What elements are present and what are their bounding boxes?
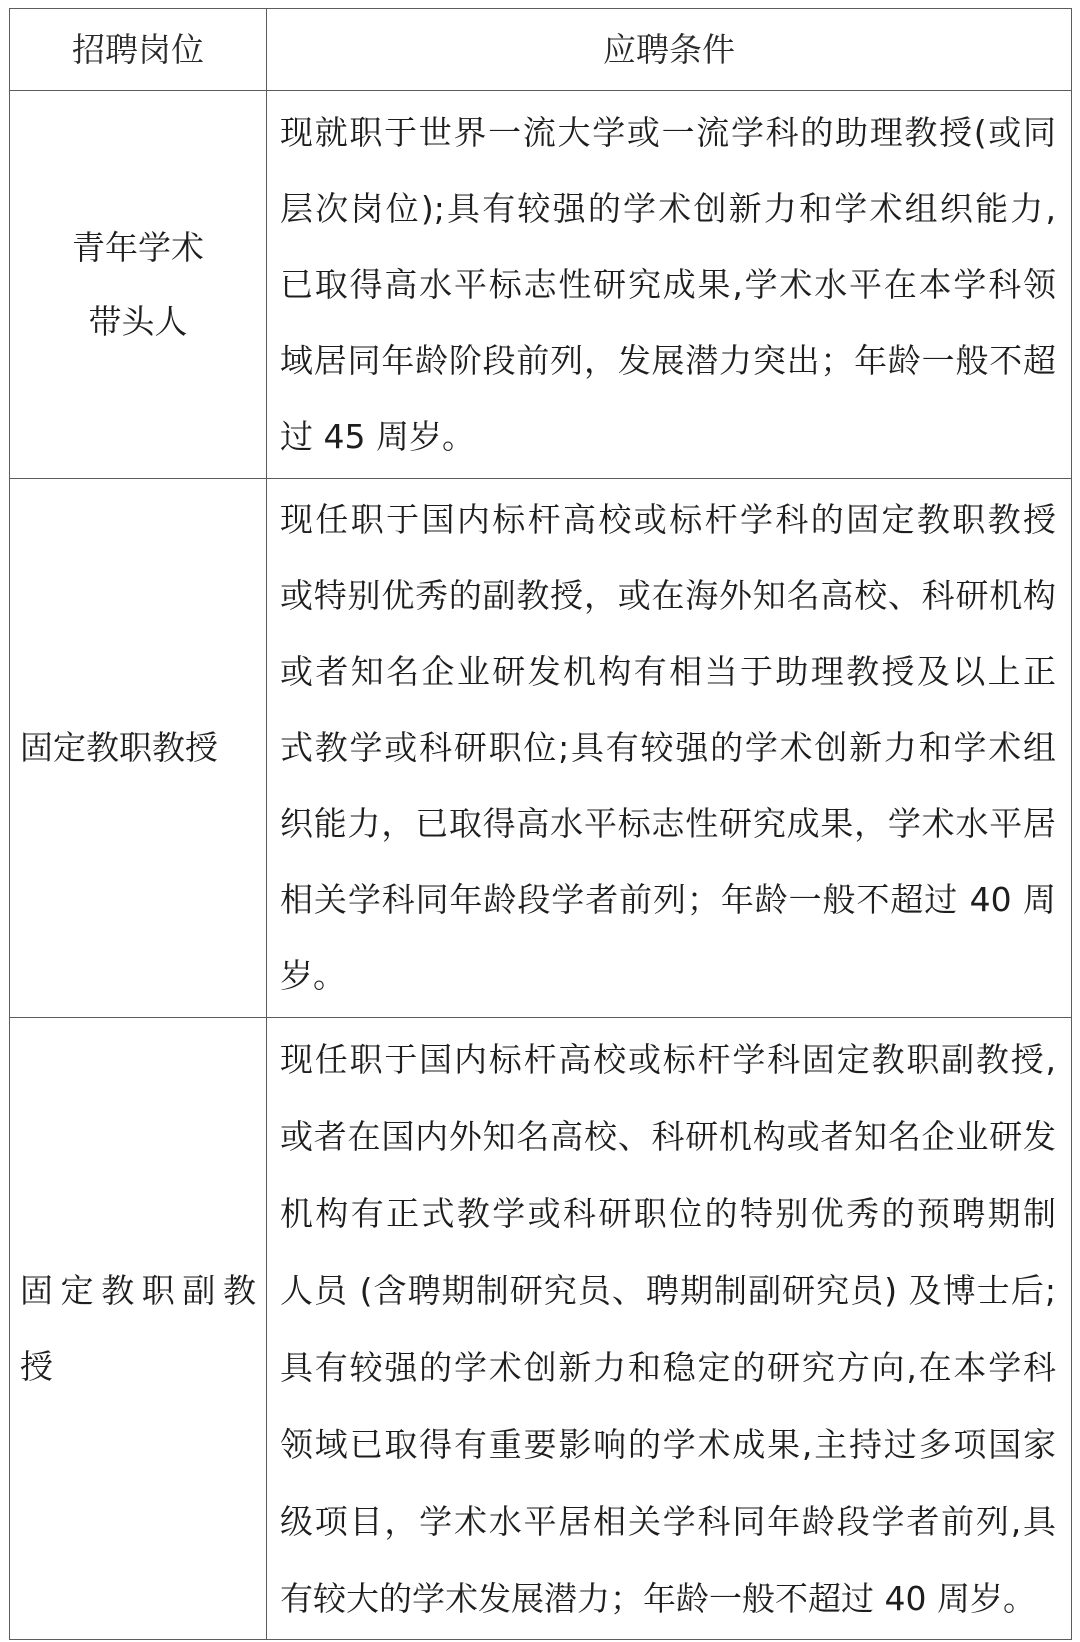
position-cell: [10, 91, 267, 479]
condition-line: 有较大的学术发展潜力；年龄一般不超过 40 周岁。: [280, 1578, 1036, 1618]
position-line: 青年学术: [72, 227, 204, 267]
condition-line: 域居同年龄阶段前列，发展潜力突出；年龄一般不超: [280, 340, 1056, 380]
condition-line: 层次岗位);具有较强的学术创新力和学术组织能力,: [280, 188, 1056, 228]
header-conditions-cell: [267, 9, 1072, 91]
conditions-cell: [267, 1018, 1072, 1640]
position-cell: [10, 1018, 267, 1640]
condition-line: 岁。: [280, 956, 346, 995]
condition-line: 或者在国内外知名高校、科研机构或者知名企业研发: [280, 1116, 1056, 1156]
condition-line: 相关学科同年龄段学者前列；年龄一般不超过 40 周: [280, 880, 1056, 919]
condition-line: 或特别优秀的副教授，或在海外知名高校、科研机构: [280, 576, 1056, 615]
header-position-cell: [10, 9, 267, 91]
condition-line: 人员 (含聘期制研究员、聘期制副研究员) 及博士后;: [280, 1270, 1056, 1310]
condition-line: 具有较强的学术创新力和稳定的研究方向,在本学科: [280, 1347, 1056, 1387]
position-line: 带头人: [88, 301, 188, 341]
condition-line: 已取得高水平标志性研究成果,学术水平在本学科领: [280, 264, 1056, 304]
position-line: 授: [20, 1346, 53, 1386]
recruitment-table: [9, 8, 1072, 1640]
condition-line: 现任职于国内标杆高校或标杆学科的固定教职教授: [280, 500, 1056, 539]
condition-line: 领域已取得有重要影响的学术成果,主持过多项国家: [280, 1424, 1056, 1464]
position-cell: [10, 479, 267, 1018]
condition-line: 现就职于世界一流大学或一流学科的助理教授(或同: [280, 112, 1056, 152]
condition-line: 织能力，已取得高水平标志性研究成果，学术水平居: [280, 804, 1056, 843]
condition-line: 级项目，学术水平居相关学科同年龄段学者前列,具: [280, 1501, 1056, 1541]
condition-line: 或者知名企业研发机构有相当于助理教授及以上正: [280, 652, 1056, 691]
condition-line: 机构有正式教学或科研职位的特别优秀的预聘期制: [280, 1193, 1056, 1233]
condition-line: 式教学或科研职位;具有较强的学术创新力和学术组: [280, 728, 1056, 767]
conditions-cell: [267, 479, 1072, 1018]
position-line: 固定教职教授: [20, 728, 218, 767]
header-position-label: 招聘岗位: [72, 29, 204, 69]
conditions-cell: [267, 91, 1072, 479]
position-line: 固定教职副教: [20, 1270, 256, 1310]
condition-line: 现任职于国内标杆高校或标杆学科固定教职副教授,: [280, 1039, 1056, 1079]
condition-line: 过 45 周岁。: [280, 416, 475, 456]
header-conditions-label: 应聘条件: [603, 29, 735, 69]
